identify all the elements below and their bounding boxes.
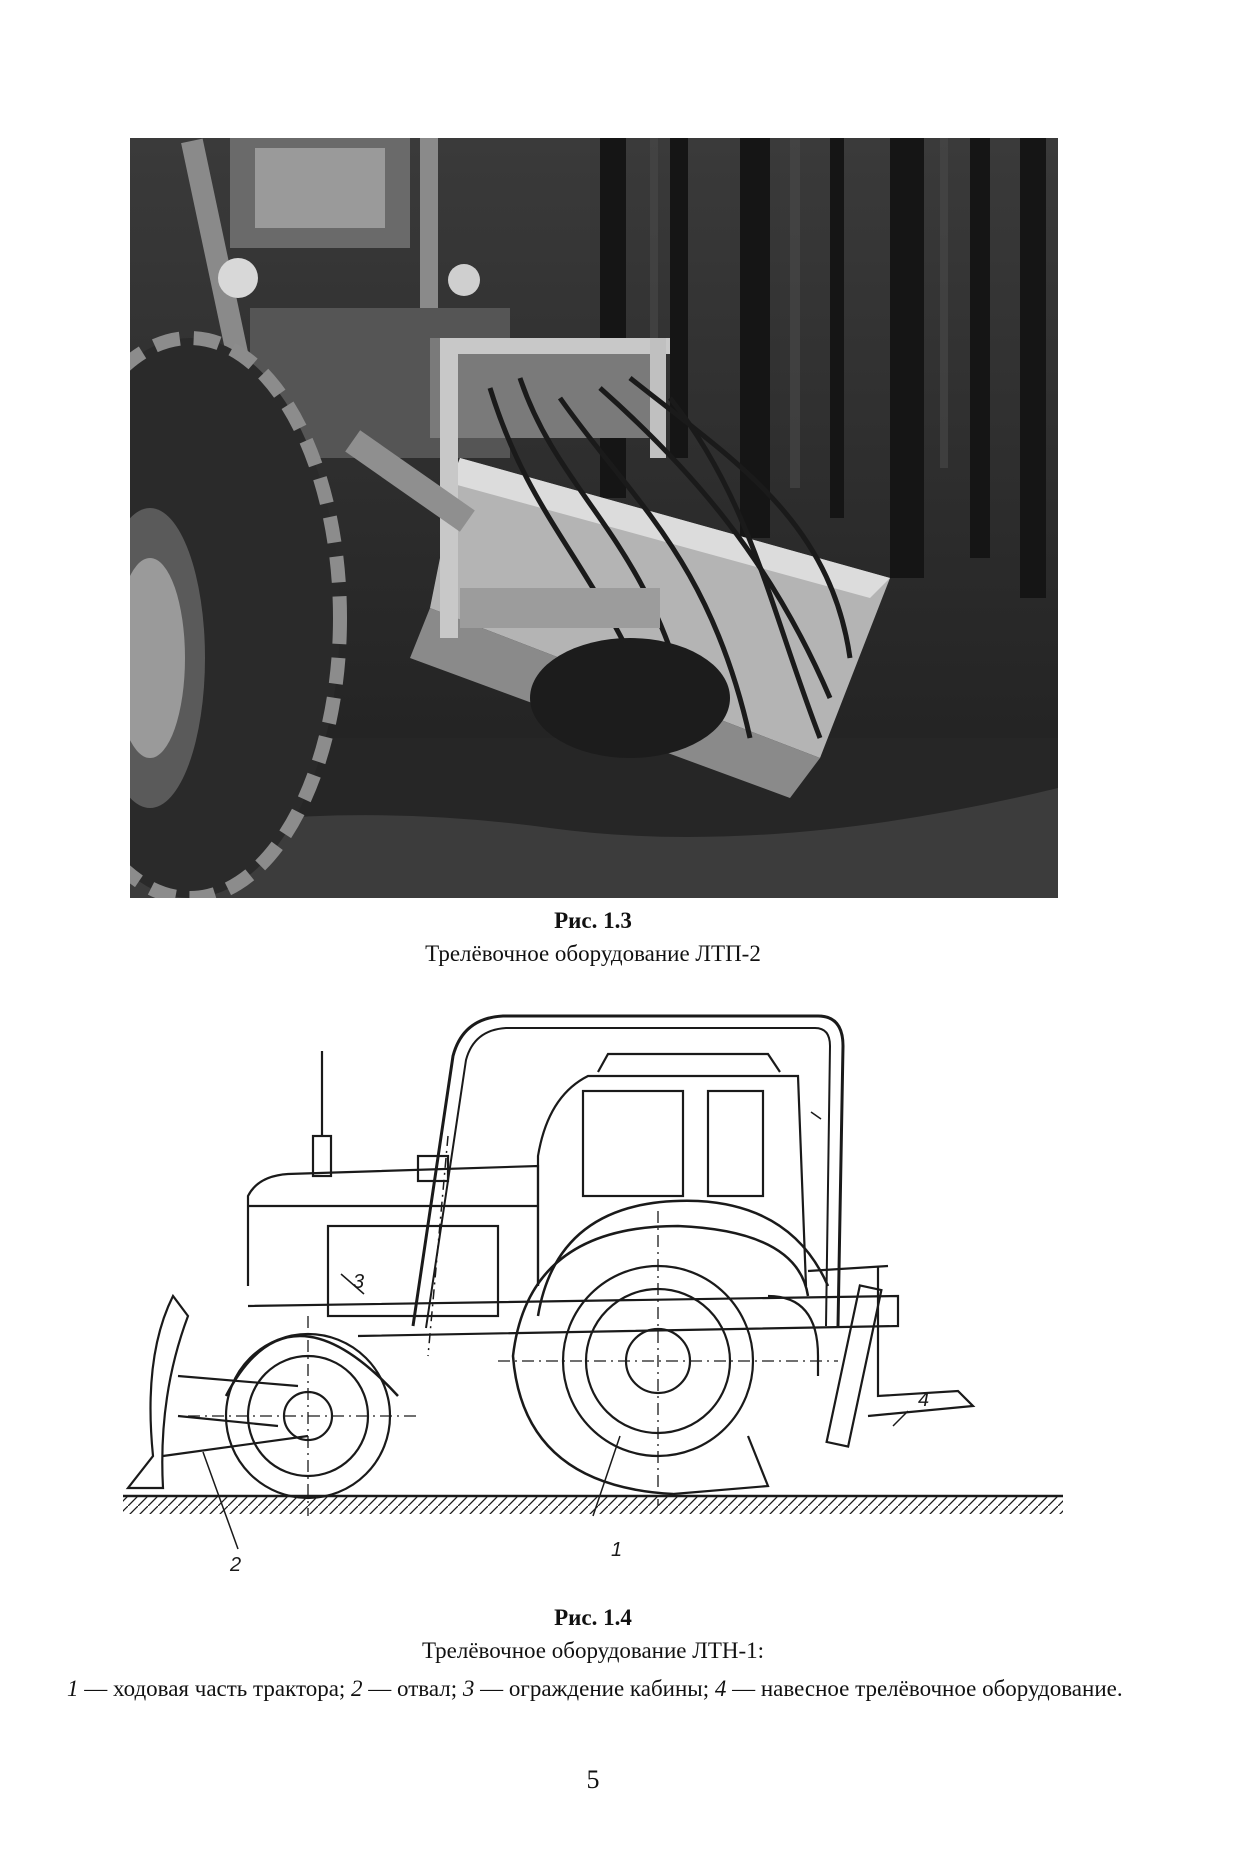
legend-text-1: — ходовая часть трактора; [78, 1676, 352, 1701]
tractor-technical-drawing [118, 996, 1068, 1586]
legend-text-2: — отвал; [362, 1676, 463, 1701]
callout-2: 2 [230, 1554, 242, 1576]
legend-num-3: 3 [462, 1676, 475, 1701]
figure-legend [67, 1672, 1147, 1706]
figure-2-title: Рис. 1.4 [554, 1605, 632, 1630]
figure-2-caption: Трелёвочное оборудование ЛТН-1: [421, 1638, 765, 1663]
legend-text-4: — навесное трелёвочное оборудование. [726, 1676, 1123, 1701]
legend-num-4: 4 [714, 1676, 727, 1701]
callout-3: 3 [353, 1271, 365, 1293]
callout-4: 4 [918, 1389, 930, 1411]
page-number: 5 [586, 1765, 600, 1794]
figure-1-caption: Трелёвочное оборудование ЛТП-2 [425, 941, 761, 966]
figure-1-title: Рис. 1.3 [554, 908, 632, 933]
callout-1: 1 [611, 1539, 623, 1561]
legend-num-1: 1 [67, 1676, 79, 1701]
legend-num-2: 2 [351, 1676, 363, 1701]
legend-text-3: — ограждение кабины; [474, 1676, 715, 1701]
skidding-equipment-photo [130, 138, 1058, 898]
